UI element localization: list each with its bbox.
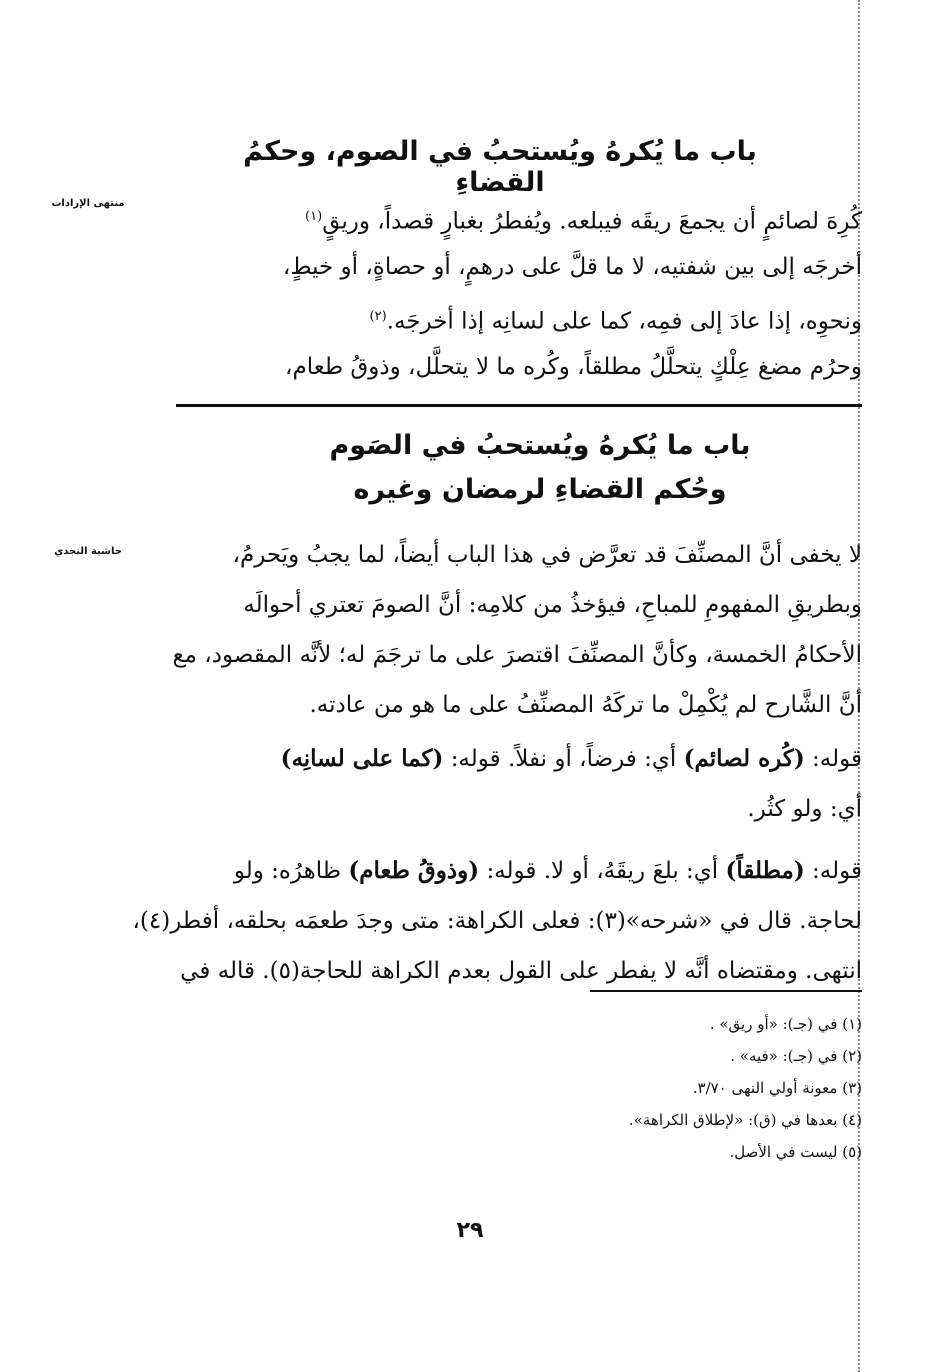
- footnote-item: (٣) معونة أولي النهى ٣/٧٠.: [692, 1079, 862, 1097]
- commentary-line: انتهى. ومقتضاه أنَّه لا يفطر على القول بعدم الكراهة للحاجة(٥). قاله في: [180, 958, 862, 984]
- section-title-line-2: وحُكم القضاءِ لرمضان وغيره: [353, 474, 727, 505]
- main-text-line: كُرِهَ لصائمٍ أن يجمعَ ريقَه فيبلعه. ويُفطرُ بغبارٍ قصداً، وريقٍ$^{(١)}$: [305, 208, 862, 235]
- footnote-item: (٥) ليست في الأصل.: [729, 1143, 862, 1161]
- side-label-muntaha: منتهى الإرادات: [51, 198, 125, 209]
- commentary-line: قوله: (كُره لصائم) أي: فرضاً، أو نفلاً. قوله: (كما على لسانِه): [280, 745, 862, 772]
- section-title-line-1: باب ما يُكرهُ ويُستحبُ في الصَوم: [329, 430, 751, 461]
- section-divider: [176, 404, 862, 407]
- commentary-line: قوله: (مطلقاً) أي: بلعَ ريقَهُ، أو لا. قوله: (وذوقُ طعام) ظاهرُه: ولو: [233, 857, 862, 884]
- side-label-hashiya: حاشية النجدي: [54, 546, 122, 557]
- chapter-title: باب ما يُكرهُ ويُستحبُ في الصوم، وحكمُ القضاءِ: [243, 136, 757, 198]
- commentary-line: أنَّ الشَّارح لم يُكْمِلْ ما تركَهُ المصنِّفُ على ما هو من عادته.: [309, 692, 862, 718]
- commentary-line: وبطريقِ المفهومِ للمباحِ، فيؤخذُ من كلامِه: أنَّ الصومَ تعتري أحوالَه: [243, 592, 862, 618]
- quoted-phrase: (مطلقاً): [725, 857, 805, 884]
- commentary-line: أي: ولو كثُر.: [747, 796, 862, 822]
- footnotes: [420, 1008, 862, 1168]
- commentary-line: الأحكامُ الخمسة، وكأنَّ المصنِّفَ اقتصرَ على ما ترجَمَ له؛ لأنَّه المقصود، مع: [172, 642, 862, 668]
- commentary-paragraph-3: [132, 846, 862, 996]
- commentary-line: لحاجة. قال في «شرحه»(٣): فعلى الكراهة: متى وجدَ طعمَه بحلقه، أفطر(٤)،: [132, 908, 862, 934]
- footnote-item: (٤) بعدها في (ق): «لإطلاق الكراهة».: [628, 1111, 862, 1129]
- page-number: ٢٩: [456, 1218, 484, 1243]
- footnote-item: (١) في (جـ): «أو ريق» .: [709, 1015, 862, 1033]
- main-text-line: ونحوِه، إذا عادَ إلى فمِه، كما على لسانِه إذا أخرجَه.$^{(٢)}$: [369, 308, 862, 335]
- quoted-phrase: (وذوقُ طعام): [348, 857, 480, 884]
- commentary-paragraph-2: [168, 734, 862, 834]
- main-text-line: أخرجَه إلى بين شفتيه، لا ما قلَّ على درهمٍ، أو حصاةٍ، أو خيطٍ،: [282, 254, 862, 280]
- commentary-line: لا يخفى أنَّ المصنِّفَ قد تعرَّض في هذا الباب أيضاً، لما يجبُ ويَحرمُ،: [232, 542, 862, 568]
- main-text-line: وحرُم مضغ عِلْكٍ يتحلَّلُ مطلقاً، وكُره ما لا يتحلَّل، وذوقُ طعام،: [285, 354, 862, 380]
- commentary-paragraph-1: [168, 530, 862, 730]
- quoted-phrase: (كما على لسانِه): [280, 745, 444, 772]
- main-text: [168, 192, 862, 392]
- quoted-phrase: (كُره لصائم): [683, 745, 805, 772]
- footnote-divider: [590, 990, 862, 992]
- footnote-item: (٢) في (جـ): «فيه» .: [730, 1047, 862, 1065]
